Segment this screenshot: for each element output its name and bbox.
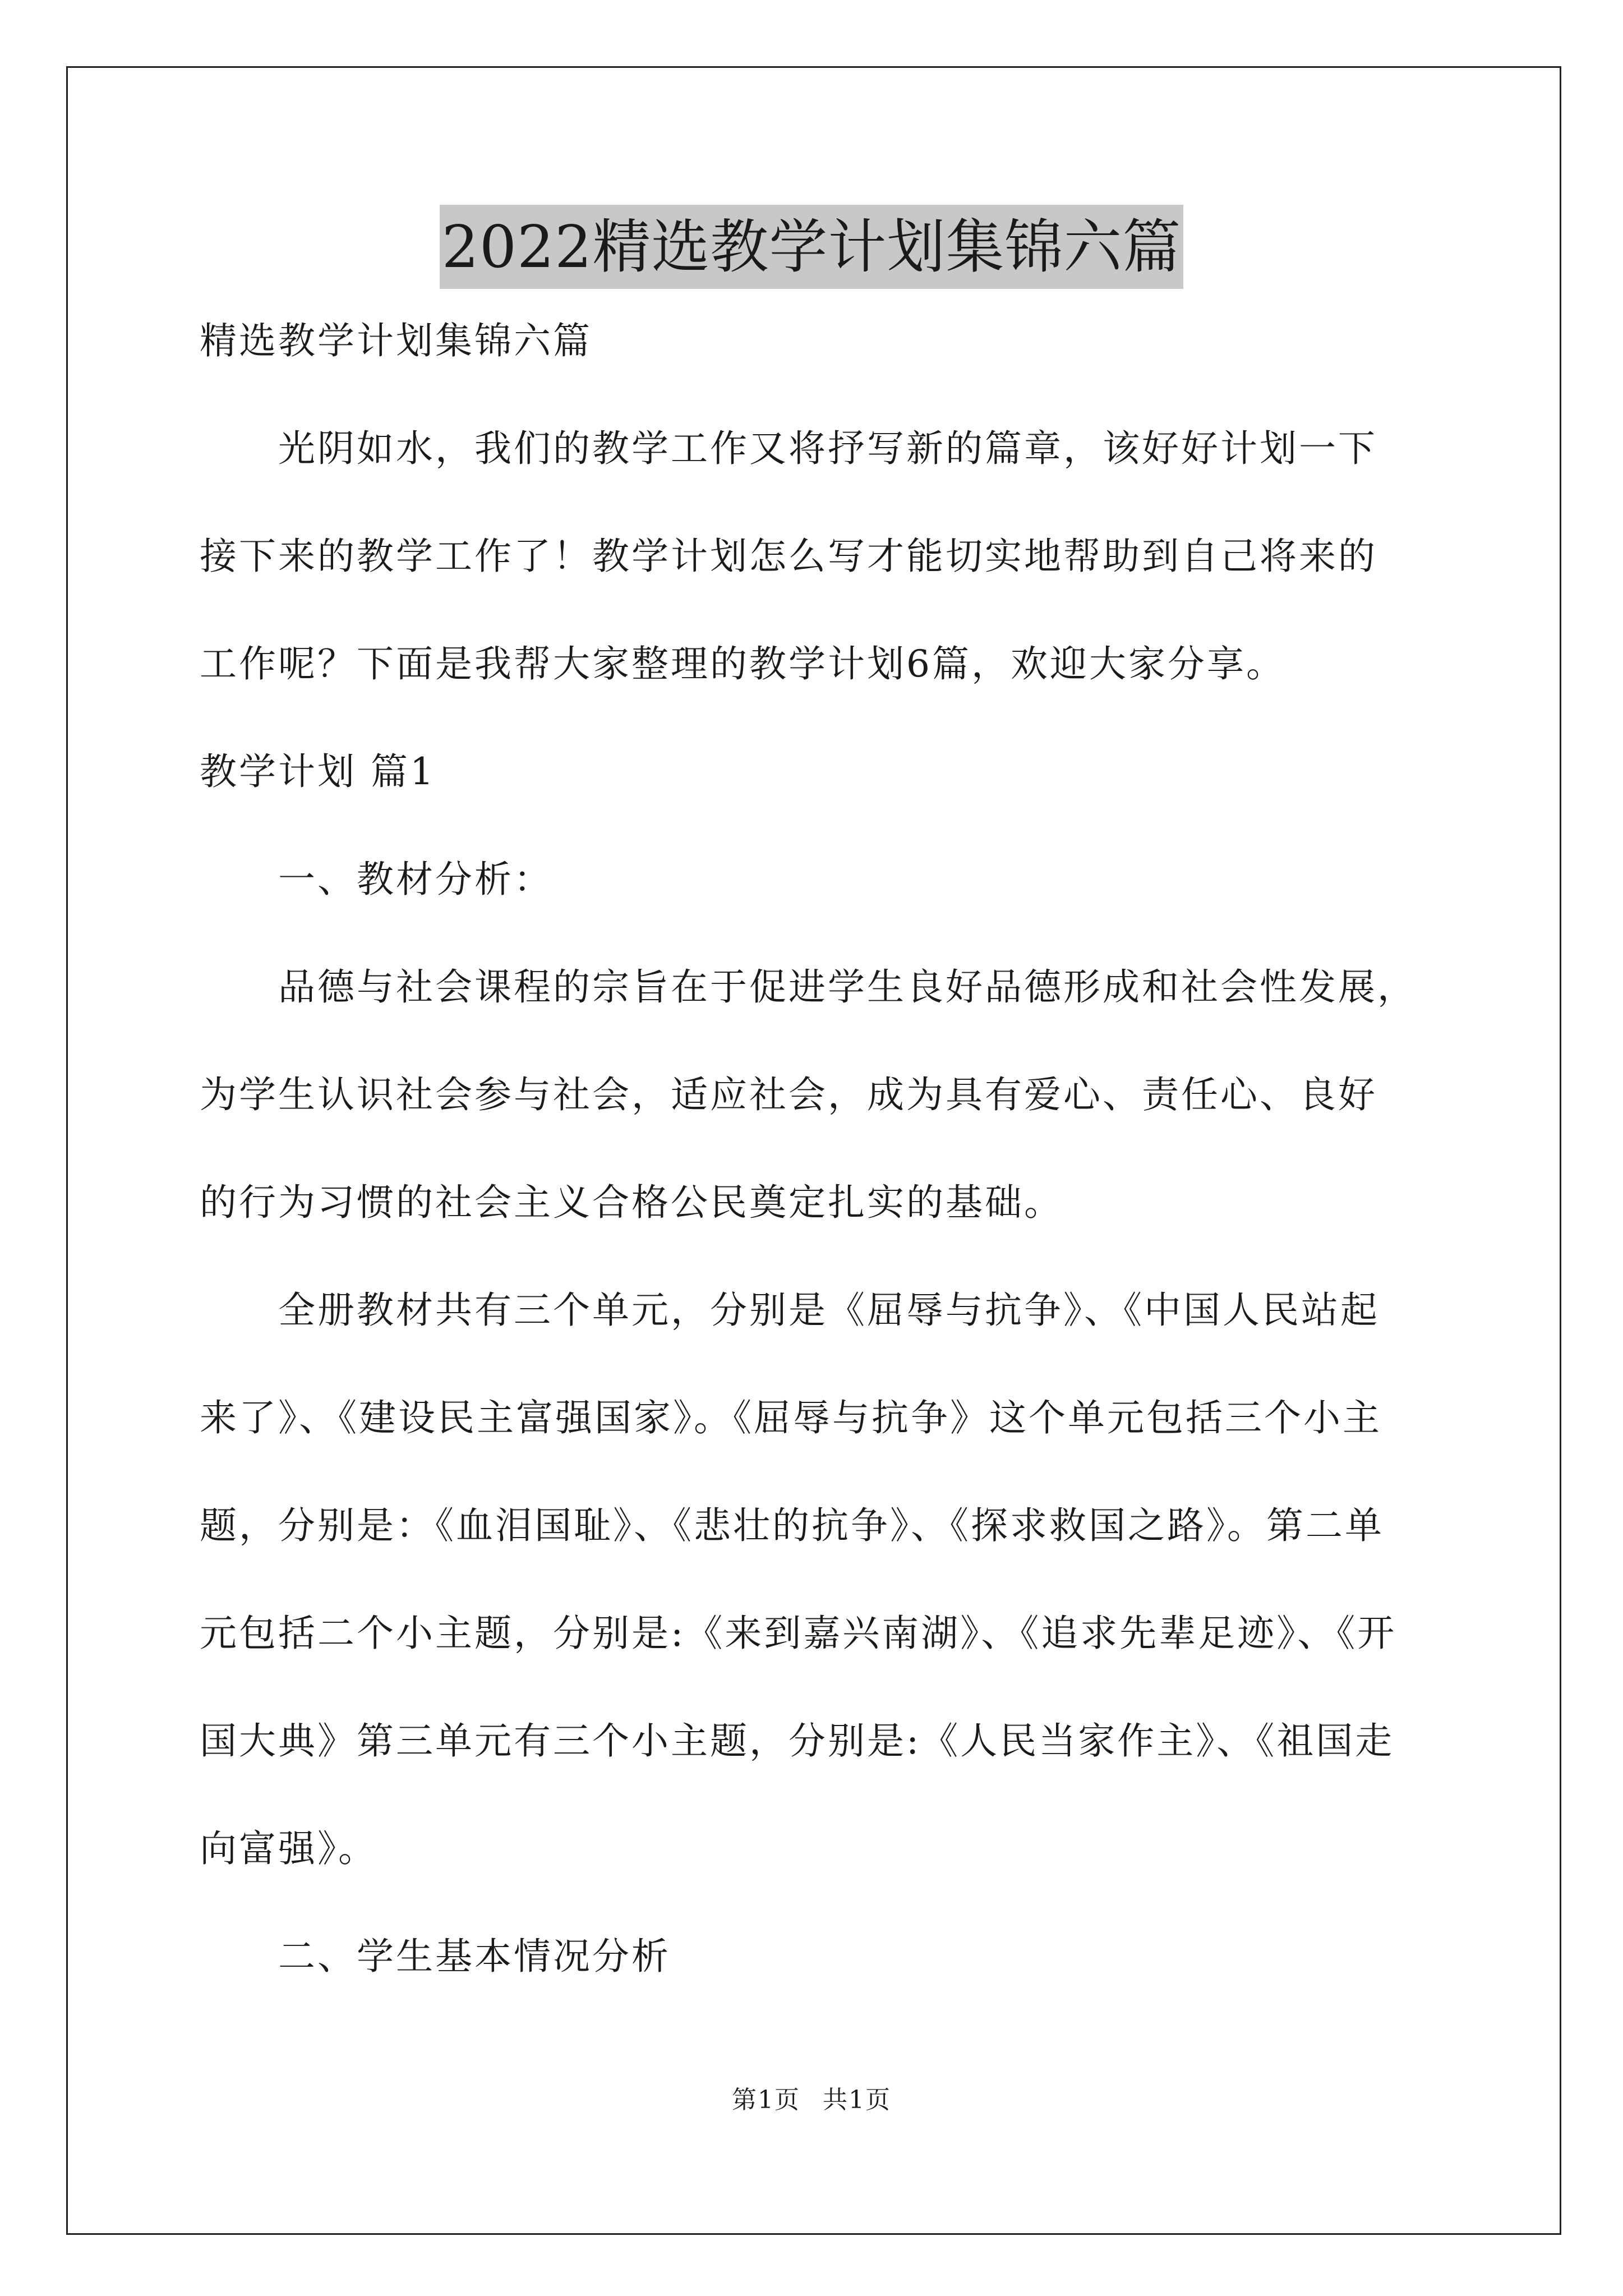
paragraph-line: 工作呢？下面是我帮大家整理的教学计划6篇，欢迎大家分享。	[200, 642, 1285, 685]
subsection-heading: 二、学生基本情况分析	[278, 1935, 671, 1978]
subtitle-line: 精选教学计划集锦六篇	[200, 319, 592, 362]
section-heading: 教学计划 篇1	[200, 750, 436, 793]
title-container	[0, 205, 1623, 289]
document-title: 2022精选教学计划集锦六篇	[440, 205, 1184, 289]
paragraph-line: 国大典》第三单元有三个小主题，分别是:《人民当家作主》、《祖国走	[200, 1719, 1395, 1763]
page-number-current: 第1页	[732, 2086, 800, 2114]
document-body	[200, 314, 1456, 2037]
page-number-total: 共1页	[823, 2086, 891, 2114]
paragraph-line: 光阴如水，我们的教学工作又将抒写新的篇章，该好好计划一下	[278, 427, 1377, 470]
paragraph-line: 品德与社会课程的宗旨在于促进学生良好品德形成和社会性发展，	[278, 965, 1417, 1009]
paragraph-line: 向富强》。	[200, 1827, 377, 1870]
paragraph-line: 元包括二个小主题，分别是:《来到嘉兴南湖》、《追求先辈足迹》、《开	[200, 1612, 1397, 1655]
paragraph-line: 全册教材共有三个单元，分别是《屈辱与抗争》、《中国人民站起	[278, 1289, 1380, 1332]
paragraph-line: 的行为习惯的社会主义合格公民奠定扎实的基础。	[200, 1181, 1063, 1224]
page-footer	[0, 2083, 1623, 2117]
paragraph-line: 接下来的教学工作了！教学计划怎么写才能切实地帮助到自己将来的	[200, 535, 1377, 578]
paragraph-line: 来了》、《建设民主富强国家》。《屈辱与抗争》这个单元包括三个小主	[200, 1396, 1382, 1439]
subsection-heading: 一、教材分析：	[278, 858, 553, 901]
paragraph-line: 题，分别是：《血泪国耻》、《悲壮的抗争》、《探求救国之路》。第二单	[200, 1504, 1384, 1547]
paragraph-line: 为学生认识社会参与社会，适应社会，成为具有爱心、责任心、良好	[200, 1073, 1377, 1116]
